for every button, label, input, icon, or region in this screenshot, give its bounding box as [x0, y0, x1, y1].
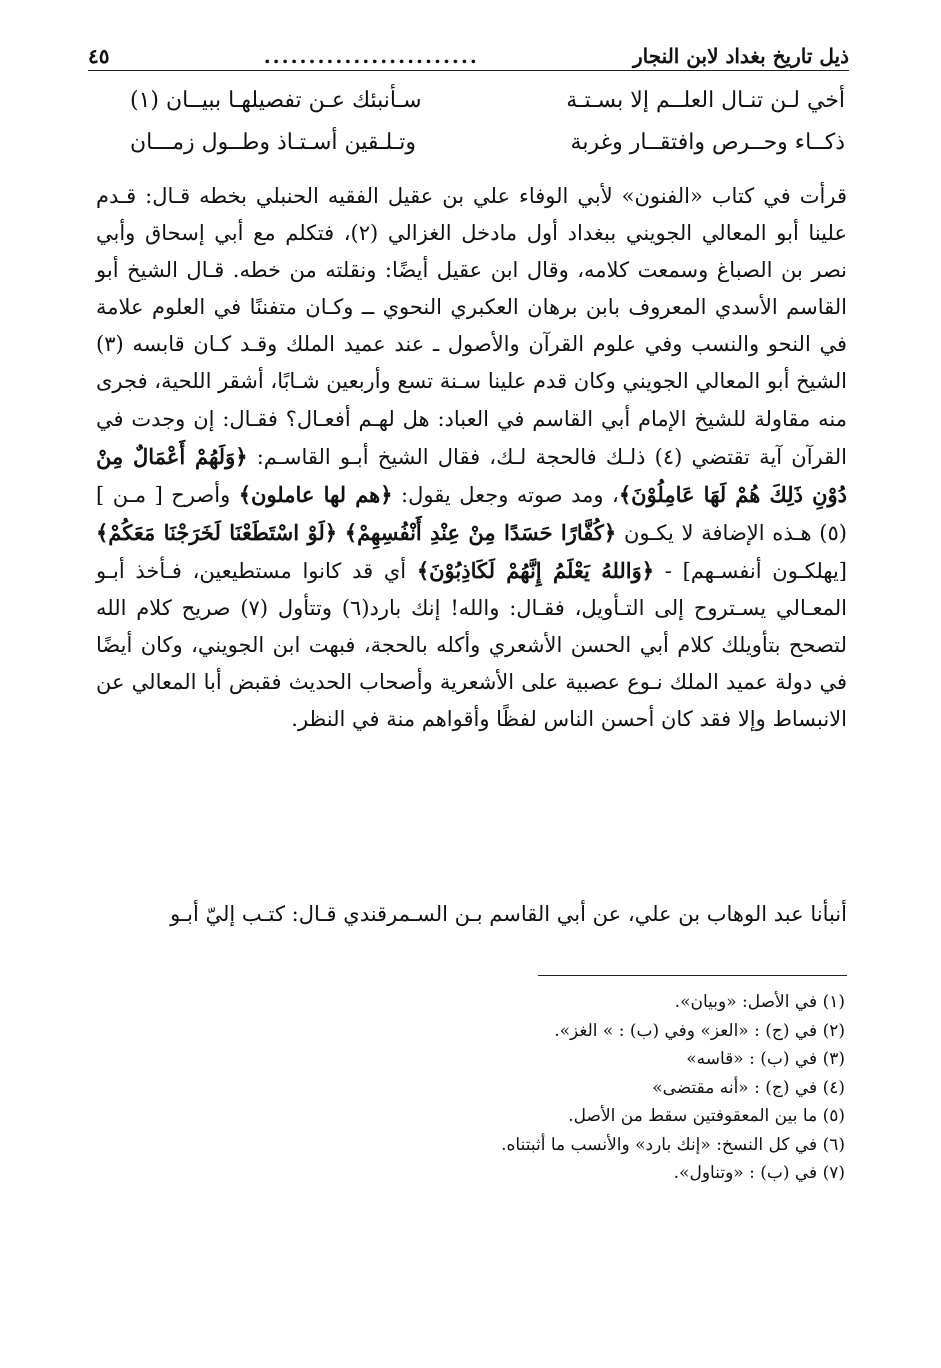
footnote-item: (٤) في (ج) : «أنه مقتضى»: [652, 1077, 845, 1098]
quran-verse: ﴿وَلَهُمْ أَعْمَالٌ مِنْ دُوْنِ ذَلِكَ هُمْ لَهَا عَامِلُوْنَ﴾: [96, 443, 847, 507]
main-paragraph: [96, 178, 847, 738]
footnote-item: (٦) في كل النسخ: «إنك بارد» والأنسب ما أثبتناه.: [501, 1134, 845, 1155]
second-paragraph: أنبأنا عبد الوهاب بن علي، عن أبي القاسم بـن السـمرقندي قـال: كتـب إليّ أبـو: [170, 902, 847, 926]
header-title: ذيل تاريخ بغداد لابن النجار: [633, 44, 849, 68]
footnote-item: (٣) في (ب) : «قاسه»: [686, 1049, 845, 1069]
quran-verse: ﴿وَاللهُ يَعْلَمُ إِنَّهُمْ لَكَاذِبُوْنَ﴾: [416, 557, 655, 583]
verse-second-hemistich: سـأنبئك عـن تفصيلهـا ببيــان (١): [130, 88, 422, 113]
running-header: [88, 34, 849, 68]
paragraph-text: وأصرح [ مـن ] (٥) هـذه الإضافة لا يكـون: [96, 482, 847, 545]
header-dots: ........................: [263, 44, 479, 68]
paragraph-text: [337, 521, 345, 545]
verse-first-hemistich: أخي لـن تنـال العلــم إلا بسـتـة: [566, 88, 845, 113]
paragraph-text: أي قد كانوا مستطيعين، فـأخذ أبـو المعـالي يسـتروح إلى التـأويل، فقـال: والله! إنك بارد(٦) وتتأول (٧) صريح كلام الله لتصحح بتأويلك كلام أبي الحسن الأشعري وأكله بالحجة، فبهت ابن الجويني، وكان أيضًا في دولة عميد الملك نـوع عصبية على الأشعرية وأصحاب الحديث فقبض أبا المعالي عن الانبساط وإلا فقد كان أحسن الناس لفظًا وأقواهم منة في النظر.: [96, 558, 848, 732]
verse-second-hemistich: وتـلـقين أسـتـاذ وطــول زمـــان: [130, 130, 416, 155]
footnote-item: (٥) ما بين المعقوفتين سقط من الأصل.: [568, 1106, 845, 1126]
quran-verse: ﴿لَوْ اسْتَطَعْنَا لَخَرَجْنَا مَعَكُمْ﴾: [96, 519, 338, 545]
footnote-item: (١) في الأصل: «وبيان».: [674, 992, 845, 1012]
footnote-item: (٢) في (ج) : «العز» وفي (ب) : » الغز».: [554, 1020, 845, 1041]
page-number: ٤٥: [88, 44, 110, 68]
footnotes-list: [96, 988, 845, 1188]
paragraph-text: ، ومد صوته وجعل يقول:: [392, 482, 619, 507]
footnote-item: (٧) في (ب) : «وتناول».: [673, 1163, 845, 1183]
quran-verse: ﴿هم لها عاملون﴾: [238, 481, 393, 507]
poem-verse: [130, 80, 845, 122]
poem-block: [130, 80, 845, 164]
header-divider: [88, 70, 849, 71]
paragraph-text: [يهلكـون أنفسـهم] -: [654, 558, 847, 583]
poem-verse: [130, 122, 845, 164]
paragraph-text: قرأت في كتاب «الفنون» لأبي الوفاء علي بن عقيل الفقيه الحنبلي بخطه قـال: قـدم علينا أبو المعالي الجويني ببغداد أول مادخل الغزالي (٢)، فتكلم مع أبي إسحاق وأبي نصر بن الصباغ وسمعت كلامه، وقال ابن عقيل أيضًا: ونقلته من خطه. قـال الشيخ أبو القاسم الأسدي المعروف بابن برهان العكبري النحوي ــ وكـان متفننًا في العلوم علامة في النحو والنسب وفي علوم القرآن والأصول ـ عند عميد الملك وقـد كـان قابسه (٣) الشيخ أبو المعالي الجويني وكان قدم علينا سـنة تسع وأربعين شـابًا، أشقر اللحية، فجرى منه مقاولة للشيخ الإمام أبي القاسم في العباد: هل لهـم أفعـال؟ فقـال: إن وجدت في القرآن آية تقتضي (٤) ذلـك فالحجة لـك، فقال الشيخ أبـو القاسـم:: [96, 184, 847, 469]
verse-first-hemistich: ذكــاء وحــرص وافتقــار وغربة: [570, 130, 845, 155]
quran-verse: ﴿كُفَّارًا حَسَدًا مِنْ عِنْدِ أَنْفُسِهِمْ﴾: [344, 519, 617, 545]
footnote-divider: [538, 975, 847, 976]
